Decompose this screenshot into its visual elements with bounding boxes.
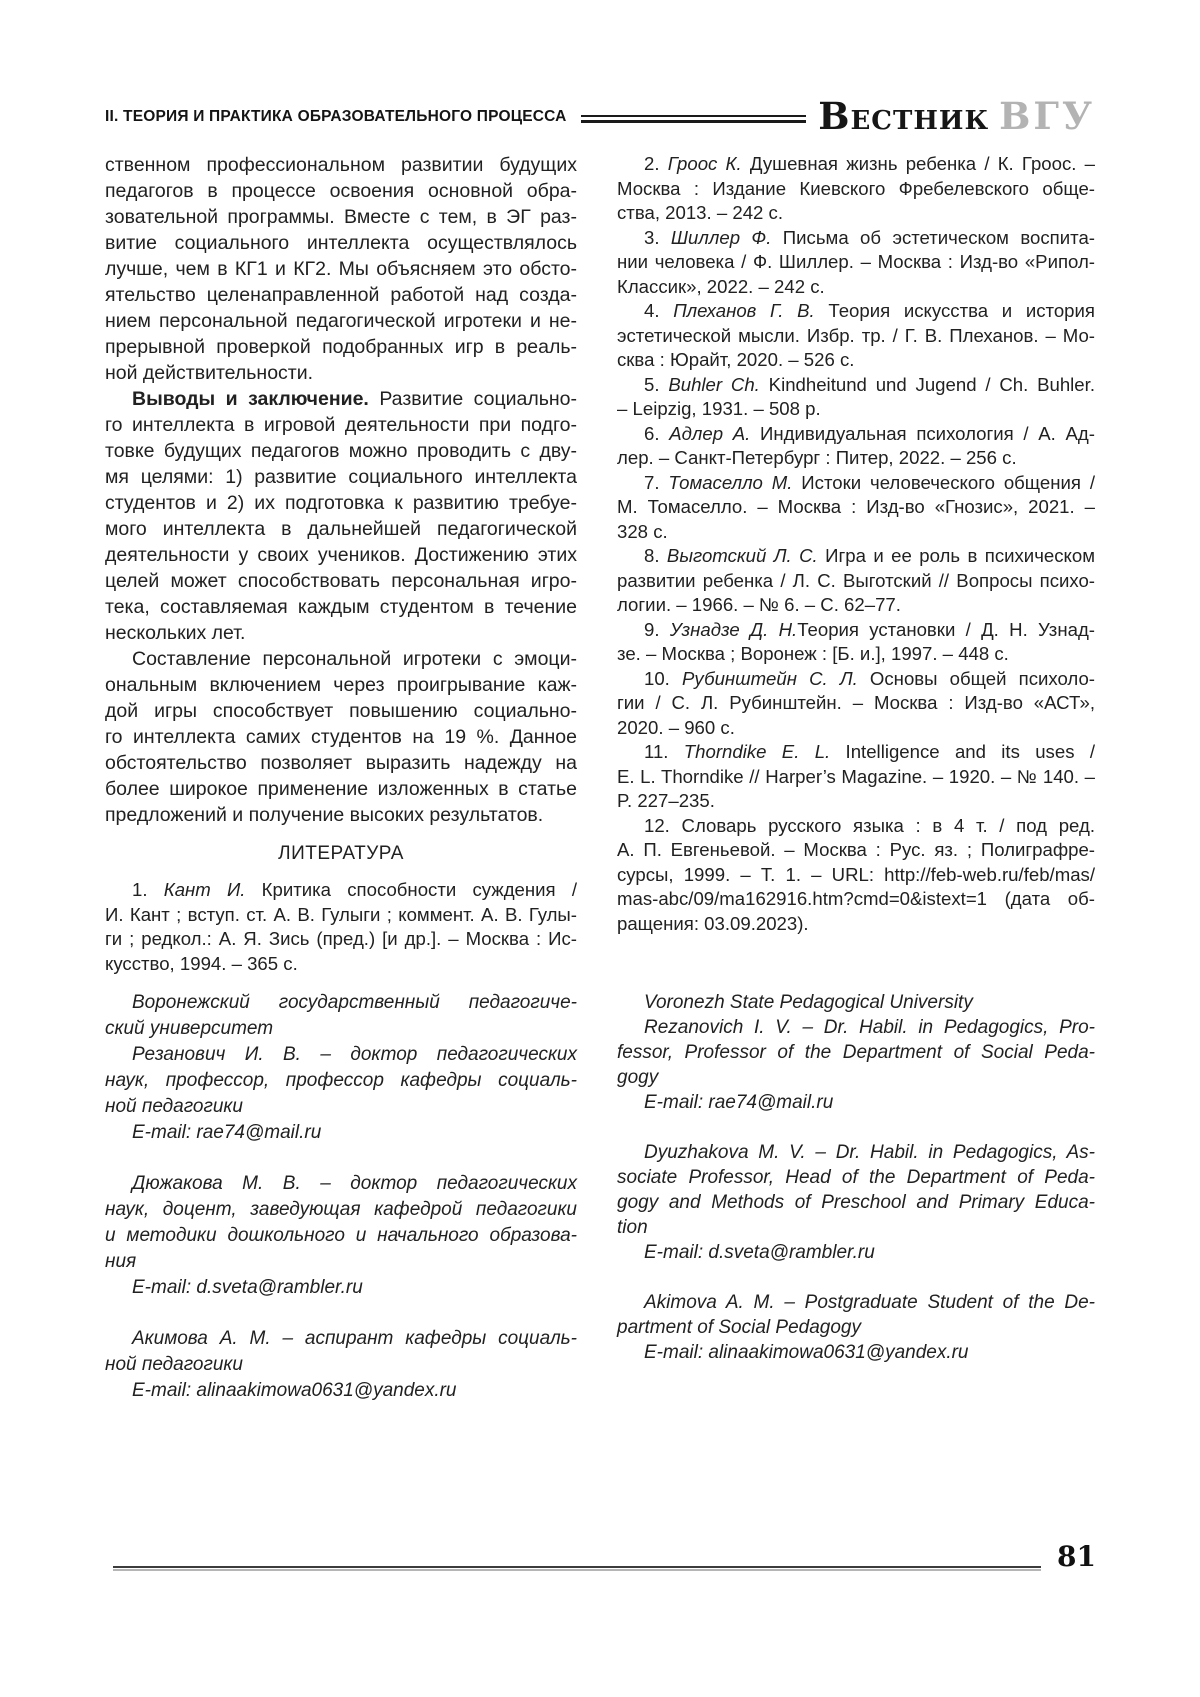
text-line: го интеллекта в игровой деятельности при подго- (105, 414, 577, 436)
paragraph-gap (105, 1146, 577, 1171)
text-line: 5. Buhler Ch. Kindheitund und Jugend / Ch. Buhler. (644, 373, 1095, 395)
text-line: 10. Рубинштейн С. Л. Основы общей психоло- (644, 667, 1095, 689)
reference-10 (617, 667, 1095, 741)
text-line: Москва : Издание Киевского Фребелевского обще- (617, 177, 1095, 199)
text-line: Резанович И. В. – доктор педагогических (132, 1044, 577, 1065)
text-line: ной действительности. (105, 362, 314, 384)
authors-block-english (617, 990, 1095, 1365)
text-line: ной педагогики (105, 1354, 243, 1375)
text-line: E-mail: d.sveta@rambler.ru (132, 1277, 363, 1298)
section-title: II. ТЕОРИЯ И ПРАКТИКА ОБРАЗОВАТЕЛЬНОГО ПРОЦЕССА (105, 107, 567, 125)
email-rezanovich-ru (105, 1120, 577, 1146)
text-line: тека, составляемая каждым студентом в течение (105, 596, 577, 618)
reference-4 (617, 299, 1095, 373)
text-line: сурсы, 1999. – Т. 1. – URL: http://feb-web.ru/feb/mas/ (617, 863, 1095, 885)
footer-rule (113, 1566, 1041, 1568)
text-line: E. L. Thorndike // Harper’s Magazine. – 1920. – № 140. – (617, 765, 1095, 787)
text-line: нии человека / Ф. Шиллер. – Москва : Изд-во «Рипол- (617, 251, 1095, 272)
reference-11 (617, 740, 1095, 814)
author-rezanovich-ru (105, 1042, 577, 1120)
author-akimova-ru (105, 1326, 577, 1378)
text-line: Voronezh State Pedagogical University (644, 992, 973, 1013)
text-line: кусство, 1994. – 365 с. (105, 952, 298, 974)
affiliation-en (617, 990, 1095, 1015)
text-line: ственном профессиональном развитии будущих (105, 154, 577, 176)
text-line: М. Томаселло. – Москва : Изд-во «Гнозис», 2021. – (617, 496, 1095, 517)
text-line: педагогов в процессе освоения основной обра- (105, 180, 577, 202)
text-line: нием персональной педагогической игротеки и не- (105, 310, 577, 332)
text-line: mas-abc/09/ma162916.htm?cmd=0&istext=1 (дата об- (617, 888, 1095, 909)
text-line: дой игры способствует повышению социально- (105, 700, 577, 722)
text-line: E-mail: d.sveta@rambler.ru (644, 1242, 875, 1263)
text-line: 3. Шиллер Ф. Письма об эстетическом воспита- (644, 226, 1095, 248)
text-line: ональным включением через проигрывание каж- (105, 674, 577, 696)
text-line: partment of Social Pedagogy (617, 1317, 861, 1338)
email-akimova-en (617, 1340, 1095, 1365)
text-line: наук, доцент, заведующая кафедрой педагогики (105, 1199, 577, 1220)
text-line: ский университет (105, 1018, 274, 1039)
text-line: целей может способствовать персональная игро- (105, 570, 577, 592)
text-line: мого интеллекта в дальнейшей педагогической (105, 518, 577, 540)
page-header (105, 94, 1095, 138)
reference-1 (105, 878, 577, 976)
text-line: 1. Кант И. Критика способности суждения / (132, 879, 578, 900)
affiliation-ru (105, 990, 577, 1042)
text-line: лучше, чем в КГ1 и КГ2. Мы объясняем это обсто- (105, 258, 577, 280)
text-line: 2020. – 960 с. (617, 716, 735, 738)
text-line: развитии ребенка / Л. С. Выготский // Вопросы психо- (617, 569, 1095, 591)
text-line: эстетической мысли. Избр. тр. / Г. В. Плеханов. – Мо- (617, 324, 1095, 346)
email-dyuzhakova-ru (105, 1275, 577, 1301)
text-line: и методики дошкольного и начального образова- (105, 1225, 577, 1246)
right-column-references (617, 152, 1095, 936)
left-column-text (105, 152, 577, 976)
text-line: прерывной проверкой подобранных игр в реаль- (105, 336, 577, 358)
text-line: E-mail: rae74@mail.ru (132, 1122, 322, 1143)
text-line: P. 227–235. (617, 790, 715, 811)
text-line: E-mail: alinaakimowa0631@yandex.ru (132, 1380, 457, 1401)
results-paragraph (105, 646, 577, 828)
text-line: Составление персональной игротеки с эмоци- (132, 648, 577, 670)
journal-logo-abbr: ВГУ (999, 94, 1095, 138)
text-line: 328 с. (617, 520, 668, 542)
text-line: зовательной программы. Вместе с тем, в ЭГ раз- (105, 206, 577, 228)
text-line: ства, 2013. – 242 с. (617, 202, 784, 223)
text-line: нескольких лет. (105, 622, 246, 644)
text-line: 6. Адлер А. Индивидуальная психология / А. Ад- (644, 422, 1095, 444)
text-line: ния (105, 1251, 137, 1272)
text-line: 9. Узнадзе Д. Н.Теория установки / Д. Н. Узнад- (644, 618, 1095, 640)
text-line: витие социального интеллекта осуществлялось (105, 232, 577, 254)
page-number: 81 (1057, 1540, 1096, 1573)
author-rezanovich-en (617, 1015, 1095, 1090)
reference-7 (617, 471, 1095, 545)
authors-block-russian (105, 990, 577, 1404)
journal-logo-name: Вестник (818, 94, 990, 138)
text-line: логии. – 1966. – № 6. – С. 62–77. (617, 594, 901, 615)
text-line: Дюжакова М. В. – доктор педагогических (132, 1173, 577, 1194)
text-line: 8. Выготский Л. С. Игра и ее роль в психическом (644, 545, 1095, 566)
reference-6 (617, 422, 1095, 471)
text-line: Rezanovich I. V. – Dr. Habil. in Pedagogics, Pro- (644, 1017, 1095, 1038)
reference-2 (617, 152, 1095, 226)
author-dyuzhakova-en (617, 1140, 1095, 1240)
author-akimova-en (617, 1290, 1095, 1340)
literature-heading: ЛИТЕРАТУРА (278, 843, 404, 864)
text-line: 7. Томаселло М. Истоки человеческого общения / (644, 471, 1096, 493)
text-line: ращения: 03.09.2023). (617, 912, 809, 934)
text-line: зе. – Москва ; Воронеж : [Б. и.], 1997. – 448 с. (617, 643, 1009, 664)
text-line: деятельности у своих учеников. Достижению этих (105, 544, 577, 566)
text-line: 2. Гроос К. Душевная жизнь ребенка / К. Гроос. – (644, 153, 1095, 174)
reference-5 (617, 373, 1095, 422)
text-line: Акимова А. М. – аспирант кафедры социаль- (132, 1328, 577, 1349)
text-line: Выводы и заключение. Развитие социально- (132, 388, 578, 410)
paragraph-gap (617, 1115, 1095, 1140)
text-line: Воронежский государственный педагогиче- (132, 992, 577, 1013)
text-line: 4. Плеханов Г. В. Теория искусства и история (644, 300, 1095, 321)
text-line: ятельство целенаправленной работой над созда- (105, 284, 577, 306)
reference-12 (617, 814, 1095, 937)
text-line: E-mail: alinaakimowa0631@yandex.ru (644, 1342, 969, 1363)
reference-8 (617, 544, 1095, 618)
text-line: сква : Юрайт, 2020. – 526 с. (617, 349, 855, 370)
text-line: Dyuzhakova M. V. – Dr. Habil. in Pedagogics, As- (644, 1142, 1095, 1163)
text-line: gogy and Methods of Preschool and Primary Educa- (617, 1192, 1095, 1213)
text-line: gogy (617, 1067, 659, 1088)
text-line: обстоятельство позволяет выразить надежду на (105, 752, 577, 774)
text-line: fessor, Professor of the Department of Social Peda- (617, 1042, 1095, 1063)
text-line: более широкое применение изложенных в статье (105, 778, 577, 800)
text-line: го интеллекта самих студентов на 19 %. Данное (105, 726, 577, 748)
text-line: ги ; редкол.: А. Я. Зись (пред.) [и др.]. – Москва : Ис- (105, 928, 577, 949)
text-line: лер. – Санкт-Петербург : Питер, 2022. – 256 с. (617, 447, 1017, 468)
email-dyuzhakova-en (617, 1240, 1095, 1265)
text-line: мя целями: 1) развитие социального интеллекта (105, 466, 577, 488)
text-line: товке будущих педагогов можно проводить с дву- (105, 440, 577, 462)
text-line: И. Кант ; вступ. ст. А. В. Гулыги ; коммент. А. В. Гулы- (105, 903, 577, 925)
email-akimova-ru (105, 1378, 577, 1404)
text-line: 12. Словарь русского языка : в 4 т. / под ред. (644, 814, 1095, 836)
text-line: А. П. Евгеньевой. – Москва : Рус. яз. ; Полиграфре- (617, 839, 1095, 860)
paragraph-gap (105, 1301, 577, 1326)
author-dyuzhakova-ru (105, 1171, 577, 1275)
reference-9 (617, 618, 1095, 667)
text-line: tion (617, 1217, 648, 1238)
journal-logo (818, 94, 1095, 138)
text-line: E-mail: rae74@mail.ru (644, 1092, 834, 1113)
reference-3 (617, 226, 1095, 300)
text-line: – Leipzig, 1931. – 508 p. (617, 398, 821, 419)
text-line: ной педагогики (105, 1096, 243, 1117)
text-line: 11. Thorndike E. L. Intelligence and its uses / (644, 741, 1095, 762)
paragraph-gap (617, 1265, 1095, 1290)
text-line: предложений и получение высоких результатов. (105, 804, 544, 826)
text-line: наук, профессор, профессор кафедры социаль- (105, 1070, 577, 1091)
text-line: студентов и 2) их подготовка к развитию требуе- (105, 492, 577, 514)
conclusions-paragraph (105, 386, 577, 646)
email-rezanovich-en (617, 1090, 1095, 1115)
text-line: гии / С. Л. Рубинштейн. – Москва : Изд-во «АСТ», (617, 692, 1095, 713)
header-divider-rule (581, 115, 807, 123)
text-line: Akimova A. M. – Postgraduate Student of the De- (644, 1292, 1095, 1313)
text-line: sociate Professor, Head of the Department of Peda- (617, 1167, 1095, 1188)
body-paragraph-continuation (105, 152, 577, 386)
text-line: Классик», 2022. – 242 с. (617, 275, 825, 297)
